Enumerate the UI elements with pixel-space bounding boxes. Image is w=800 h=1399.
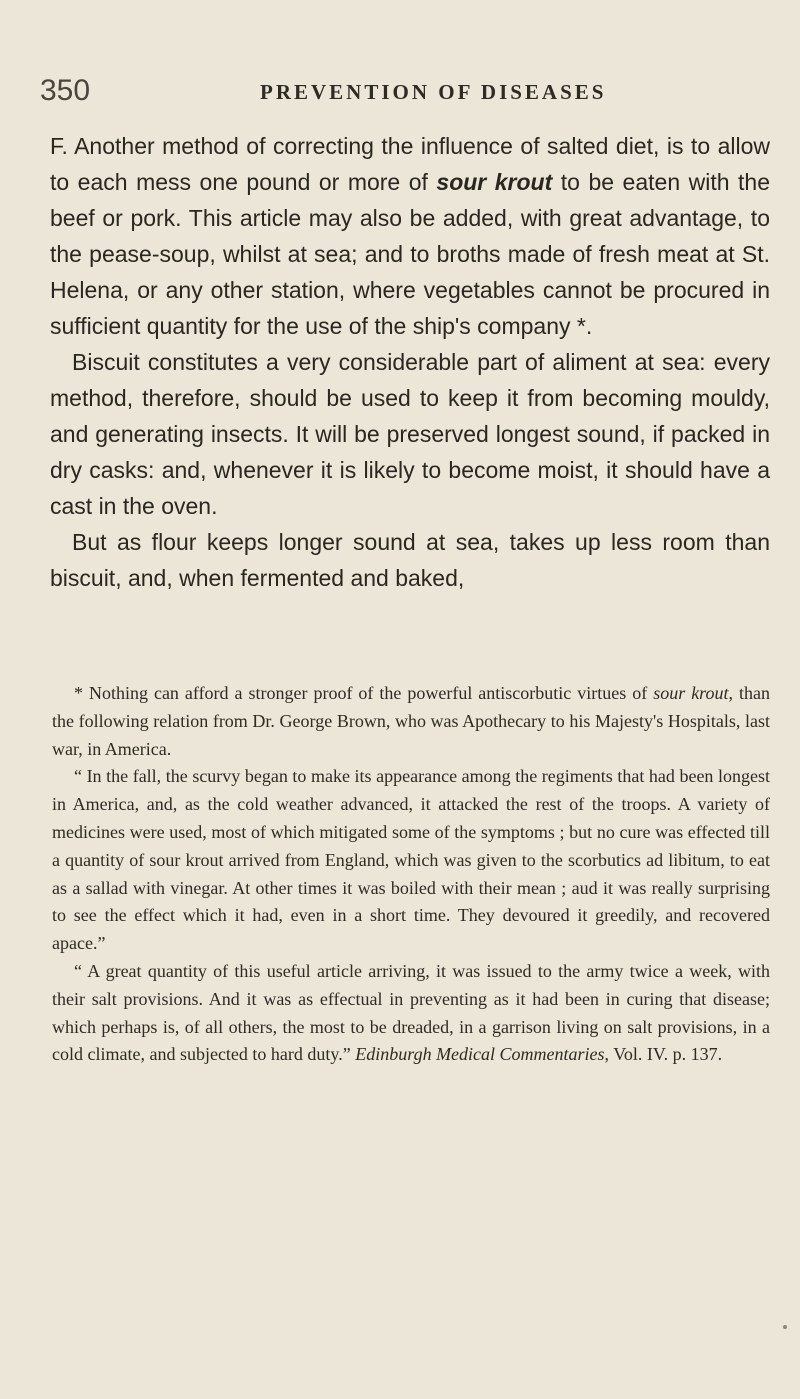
main-text [50, 128, 770, 596]
paragraph-biscuit: Biscuit constitutes a very considerable part of aliment at sea: every method, therefore, should be used to keep it from becoming mouldy, and generating insects. It will be preserved longest sound, if packed in dry casks: and, whenever it is likely to become moist, it should have a cast in the oven. [50, 349, 770, 519]
running-head: PREVENTION OF DISEASES [260, 80, 607, 104]
footnote-quote-scurvy: “ In the fall, the scurvy began to make its appearance among the regiments that had been longest in America, and, as the cold weather advanced, it attacked the rest of the troops. A variety of medicines were used, most of which mitigated some of the symptoms ; but no cure was effected till a quantity of sour krout arrived from England, which was given to the scorbutics ad libitum, to eat as a sallad with vinegar. At other times it was boiled with their mean ; aud it was really surprising to see the effect which it had, even in a short time. They devoured it greedily, and recovered apace.” [52, 766, 770, 954]
paragraph-sour-krout-rest: to be eaten with the beef or pork. This article may also be added, with great advantage, to the pease-soup, whilst at sea; and to broths made of fresh meat at St. Helena, or any other station, where vegetables cannot be procured in sufficient quantity for the use of the ship's company *. [50, 169, 771, 339]
footnotes [52, 680, 770, 1069]
footnote-quote-army [52, 958, 770, 1069]
paper-speck [783, 1325, 787, 1329]
footnote-citation-rest: , Vol. IV. p. 137. [604, 1044, 723, 1065]
footnote-quote-army-lead: “ A great quantity of this useful article arriving, it was issued to the army twice a week, with their salt provisions. And it was as effectual in preventing as it had been in curing that disease; which perhaps is, of all others, the most to be dreaded, in a garrison living on salt provisions, in a cold climate, and subjected to hard duty.” [52, 960, 770, 1065]
footnote-citation: Edinburgh Medical Commentaries [355, 1044, 605, 1065]
paragraph-sour-krout-lead: F. Another method of correcting the influence of salted diet, is to allow to each mess one pound or more of [50, 133, 770, 195]
page-number: 350 [40, 74, 91, 107]
footnote-intro-emphasis: sour krout [653, 683, 729, 703]
footnote-intro [52, 680, 770, 763]
paragraph-sour-krout-emphasis: sour krout [436, 169, 553, 195]
page-header [40, 74, 780, 114]
footnote-intro-lead: * Nothing can afford a stronger proof of the powerful antiscorbutic virtues of [74, 683, 654, 703]
paragraph-sour-krout [50, 128, 770, 344]
footnote-intro-rest: , than the following relation from Dr. George Brown, who was Apothecary to his Majesty's Hospitals, last war, in America. [52, 683, 770, 759]
paragraph-flour: But as flour keeps longer sound at sea, takes up less room than biscuit, and, when fermented and baked, [50, 529, 770, 591]
